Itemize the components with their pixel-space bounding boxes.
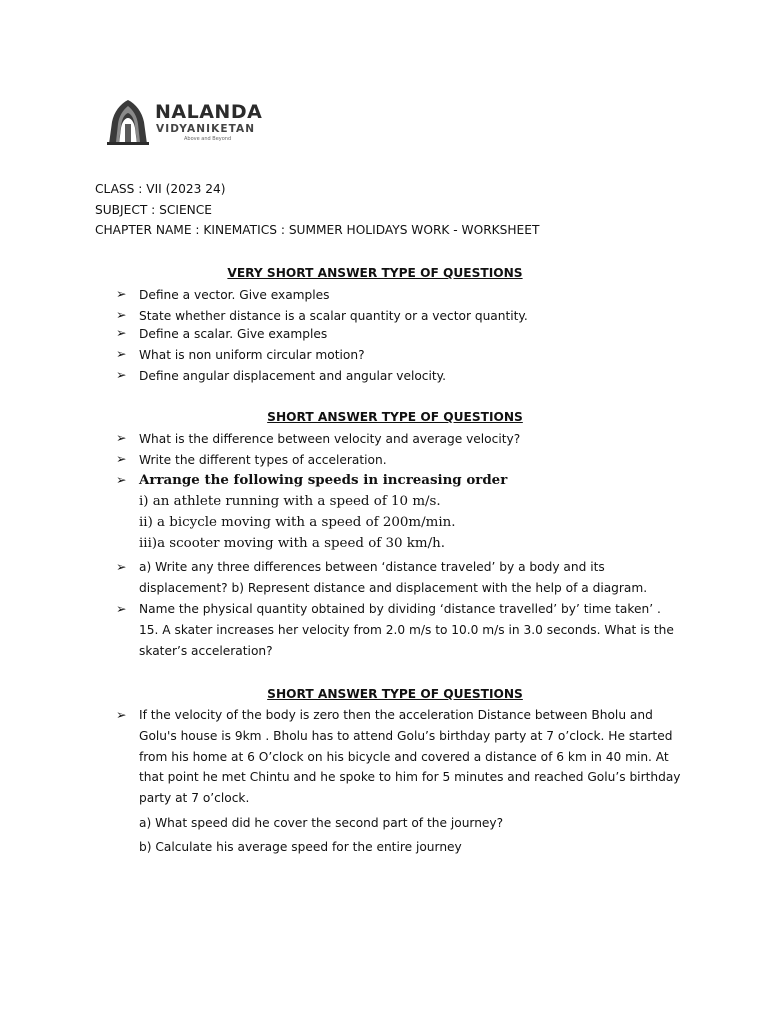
question-item: Define a vector. Give examples <box>139 288 330 302</box>
bullet-arrow-icon: ➢ <box>116 430 127 445</box>
logo-tagline: Above and Beyond <box>184 136 232 142</box>
question-item: Define angular displacement and angular velocity. <box>139 369 447 383</box>
question-item-arrange-speeds: Arrange the following speeds in increasing order <box>139 472 508 488</box>
speed-item: i) an athlete running with a speed of 10 m/s. <box>139 494 441 509</box>
sub-question: a) What speed did he cover the second part of the journey? <box>139 816 504 830</box>
question-item: What is non uniform circular motion? <box>139 348 365 362</box>
school-logo <box>106 98 266 148</box>
question-item: Name the physical quantity obtained by dividing ‘distance travelled’ by’ time taken’ . 15. A skater increases her velocity from 2.0 m/s to 10.0 m/s in 3.0 seconds. What is the skater’s acceleration? <box>139 602 674 658</box>
bullet-arrow-icon: ➢ <box>116 472 127 487</box>
question-item: If the velocity of the body is zero then the acceleration Distance between Bholu and Golu's house is 9km . Bholu has to attend Golu’s birthday party at 7 o’clock. He started from his home at 6 O’clock on his bicycle and covered a distance of 6 km in 40 min. At that point he met Chintu and he spoke to him for 5 minutes and reached Golu’s birthday party at 7 o’clock. <box>139 708 681 806</box>
subject-line: SUBJECT : SCIENCE <box>95 203 212 217</box>
bullet-arrow-icon: ➢ <box>116 307 127 322</box>
class-line: CLASS : VII (2023 24) <box>95 182 226 196</box>
bullet-arrow-icon: ➢ <box>116 346 127 361</box>
speed-item: iii)a scooter moving with a speed of 30 km/h. <box>139 536 445 551</box>
question-item: Write the different types of acceleration. <box>139 453 387 467</box>
question-item: What is the difference between velocity and average velocity? <box>139 432 521 446</box>
section-heading-short-1: SHORT ANSWER TYPE OF QUESTIONS <box>267 410 523 424</box>
question-item: a) Write any three differences between ‘distance traveled’ by a body and its displacement? b) Represent distance and displacement with the help of a diagram. <box>139 560 648 595</box>
bullet-arrow-icon: ➢ <box>116 286 127 301</box>
question-item: Define a scalar. Give examples <box>139 327 328 341</box>
bullet-arrow-icon: ➢ <box>116 367 127 382</box>
temple-emblem-icon <box>106 98 150 146</box>
bullet-arrow-icon: ➢ <box>116 451 127 466</box>
sub-question: b) Calculate his average speed for the entire journey <box>139 840 462 854</box>
bullet-arrow-icon: ➢ <box>116 707 127 722</box>
question-item: State whether distance is a scalar quantity or a vector quantity. <box>139 309 528 323</box>
speed-item: ii) a bicycle moving with a speed of 200m/min. <box>139 515 456 530</box>
logo-subname: VIDYANIKETAN <box>156 123 256 135</box>
section-heading-very-short: VERY SHORT ANSWER TYPE OF QUESTIONS <box>227 266 523 280</box>
bullet-arrow-icon: ➢ <box>116 601 127 616</box>
bullet-arrow-icon: ➢ <box>116 559 127 574</box>
logo-name: NALANDA <box>155 101 263 123</box>
section-heading-short-2: SHORT ANSWER TYPE OF QUESTIONS <box>267 687 523 701</box>
bullet-arrow-icon: ➢ <box>116 325 127 340</box>
chapter-line: CHAPTER NAME : KINEMATICS : SUMMER HOLIDAYS WORK - WORKSHEET <box>95 223 540 237</box>
